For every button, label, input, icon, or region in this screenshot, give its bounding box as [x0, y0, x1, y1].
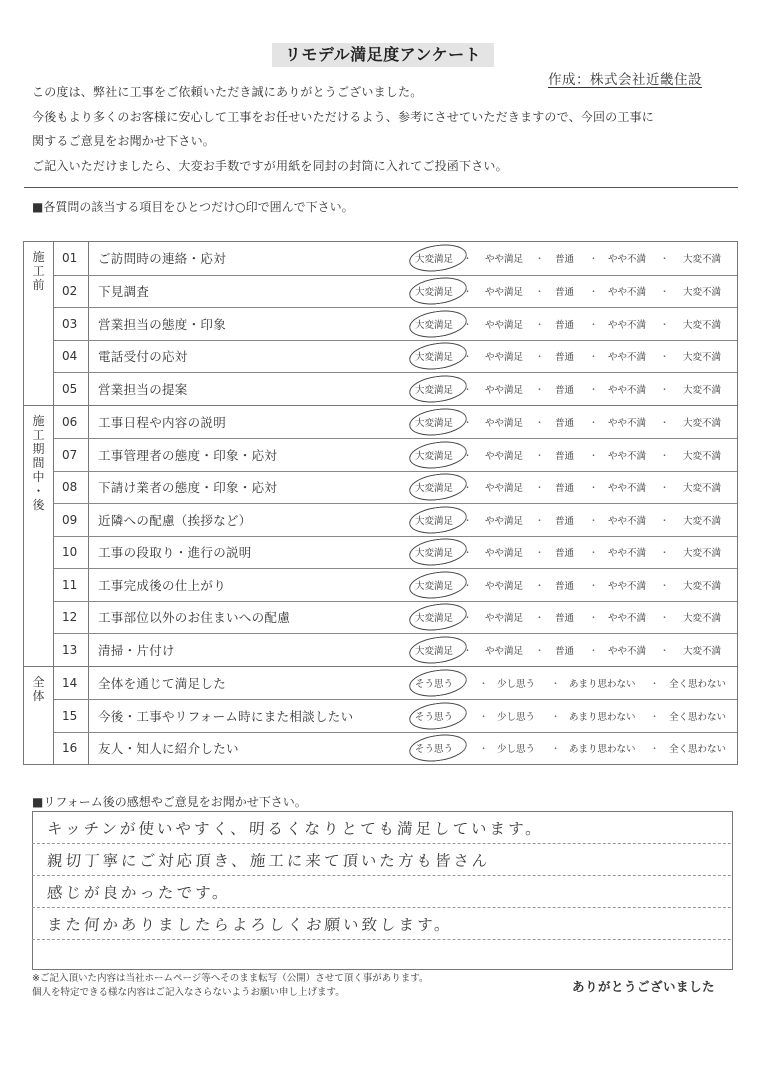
separator-dot: ・ — [463, 516, 473, 527]
separator-dot: ・ — [589, 385, 599, 396]
notice-line: ※ご記入頂いた内容は当社ホームページ等へそのまま転写（公開）させて頂く事があります。 — [32, 973, 429, 984]
separator-dot: ・ — [535, 418, 545, 429]
rating-option[interactable]: 普通 — [555, 319, 575, 331]
rating-option[interactable]: 大変不満 — [683, 450, 722, 462]
question-text: 全体を通じて満足した — [98, 675, 227, 691]
question-text: 工事完成後の仕上がり — [98, 577, 227, 593]
rating-options — [405, 667, 737, 700]
comments-heading: ■リフォーム後の感想やご意見をお聞かせ下さい。 — [32, 795, 307, 809]
separator-dot: ・ — [660, 581, 670, 592]
rating-option[interactable]: やや不満 — [608, 515, 647, 527]
separator-dot: ・ — [589, 548, 599, 559]
separator-dot: ・ — [535, 451, 545, 462]
rating-options — [405, 537, 737, 569]
question-number: 16 — [54, 733, 89, 765]
separator-dot: ・ — [660, 254, 670, 265]
rating-options — [405, 634, 737, 666]
comment-line[interactable]: キッチンが使いやすく、明るくなりとても満足しています。 — [32, 812, 733, 844]
separator-dot: ・ — [535, 320, 545, 331]
rating-option[interactable]: 大変満足 — [415, 450, 454, 462]
rating-option[interactable]: 大変満足 — [415, 287, 454, 299]
rating-option[interactable]: 大変不満 — [683, 580, 722, 592]
separator-dot: ・ — [589, 287, 599, 298]
separator-dot: ・ — [535, 385, 545, 396]
question-text: 営業担当の提案 — [98, 381, 188, 397]
rating-option[interactable]: 普通 — [555, 613, 575, 625]
question-number: 11 — [54, 569, 89, 601]
rating-option[interactable]: 大変不満 — [683, 515, 722, 527]
question-row — [54, 601, 737, 634]
question-number: 01 — [54, 242, 89, 275]
rating-option[interactable]: 大変不満 — [683, 645, 722, 657]
rating-option[interactable]: 普通 — [555, 580, 575, 592]
rating-option[interactable]: そう思う — [415, 711, 454, 723]
section-label-char: 期 — [32, 441, 45, 456]
separator-dot: ・ — [535, 254, 545, 265]
rating-option[interactable]: 普通 — [555, 352, 575, 364]
separator-dot: ・ — [660, 451, 670, 462]
rating-options — [405, 733, 737, 765]
separator-dot: ・ — [650, 744, 660, 755]
separator-dot: ・ — [650, 679, 660, 690]
separator-dot: ・ — [479, 679, 489, 690]
rating-options — [405, 504, 737, 536]
rating-option[interactable]: 大変満足 — [415, 515, 454, 527]
rating-option[interactable]: やや不満 — [608, 645, 647, 657]
separator-dot: ・ — [463, 352, 473, 363]
rating-option[interactable]: 少し思う — [497, 678, 536, 690]
rating-option[interactable]: 大変満足 — [415, 384, 454, 396]
separator-dot: ・ — [463, 385, 473, 396]
section-label-char: 中 — [32, 469, 45, 484]
rating-option[interactable]: 大変不満 — [683, 352, 722, 364]
question-number: 05 — [54, 373, 89, 405]
section-label — [24, 667, 54, 765]
question-number: 07 — [54, 439, 89, 471]
question-number: 10 — [54, 537, 89, 569]
rating-option[interactable]: 全く思わない — [669, 744, 727, 756]
separator-dot: ・ — [535, 581, 545, 592]
separator-dot: ・ — [650, 712, 660, 723]
rating-option[interactable]: やや満足 — [485, 548, 524, 560]
separator-dot: ・ — [589, 418, 599, 429]
question-number: 13 — [54, 634, 89, 666]
question-number: 09 — [54, 504, 89, 536]
separator-dot: ・ — [589, 451, 599, 462]
question-row — [54, 667, 737, 700]
survey-section — [24, 666, 737, 765]
section-label-char: 体 — [32, 688, 45, 703]
rating-option[interactable]: 大変不満 — [683, 417, 722, 429]
divider — [24, 187, 738, 188]
separator-dot: ・ — [535, 516, 545, 527]
separator-dot: ・ — [589, 320, 599, 331]
section-label-char: 後 — [32, 497, 45, 512]
question-row — [54, 699, 737, 732]
rating-option[interactable]: あまり思わない — [569, 711, 636, 723]
question-row — [54, 372, 737, 405]
question-text: 下見調査 — [98, 284, 150, 300]
separator-dot: ・ — [660, 418, 670, 429]
rating-option[interactable]: 大変満足 — [415, 254, 454, 266]
intro-line: 今後もより多くのお客様に安心して工事をお任せいただけるよう、参考にさせていただきますので、今回の工事に — [32, 109, 654, 124]
question-text: 工事の段取り・進行の説明 — [98, 545, 252, 561]
question-number: 15 — [54, 700, 89, 732]
rating-option[interactable]: 普通 — [555, 254, 575, 266]
question-row — [54, 471, 737, 504]
notice-line: 個人を特定できる様な内容はご記入なさらないようお願い申し上げます。 — [32, 987, 345, 998]
question-row — [54, 503, 737, 536]
separator-dot: ・ — [589, 613, 599, 624]
rating-options — [405, 472, 737, 504]
question-row — [54, 406, 737, 439]
rating-option[interactable]: そう思う — [415, 744, 454, 756]
rating-option[interactable]: やや満足 — [485, 645, 524, 657]
rating-option[interactable]: 大変満足 — [415, 580, 454, 592]
rating-options — [405, 439, 737, 471]
survey-table — [23, 241, 738, 765]
rating-option[interactable]: 普通 — [555, 384, 575, 396]
section-label-char: 工 — [32, 427, 45, 442]
section-label — [24, 406, 54, 666]
rating-option[interactable]: やや満足 — [485, 319, 524, 331]
rating-option[interactable]: 大変満足 — [415, 548, 454, 560]
rating-option[interactable]: 大変満足 — [415, 483, 454, 495]
comment-line[interactable]: 親切丁寧にご対応頂き、施工に来て頂いた方も皆さん — [32, 844, 733, 876]
question-text: 下請け業者の態度・印象・応対 — [98, 480, 278, 496]
separator-dot: ・ — [479, 744, 489, 755]
rating-option[interactable]: 大変不満 — [683, 319, 722, 331]
rating-options — [405, 308, 737, 340]
intro-text — [32, 80, 742, 178]
rating-option[interactable]: やや満足 — [485, 417, 524, 429]
section-label-char: 前 — [32, 278, 45, 292]
separator-dot: ・ — [463, 287, 473, 298]
section-label-char: 施 — [32, 413, 45, 428]
survey-section — [24, 242, 737, 405]
separator-dot: ・ — [589, 352, 599, 363]
separator-dot: ・ — [660, 352, 670, 363]
rating-option[interactable]: 少し思う — [497, 711, 536, 723]
rating-option[interactable]: 大変不満 — [683, 384, 722, 396]
rating-option[interactable]: 普通 — [555, 515, 575, 527]
separator-dot: ・ — [660, 516, 670, 527]
rating-option[interactable]: やや不満 — [608, 384, 647, 396]
separator-dot: ・ — [535, 646, 545, 657]
rating-option[interactable]: 普通 — [555, 645, 575, 657]
separator-dot: ・ — [463, 451, 473, 462]
separator-dot: ・ — [535, 352, 545, 363]
rating-option[interactable]: やや満足 — [485, 254, 524, 266]
rating-option[interactable]: やや不満 — [608, 254, 647, 266]
rating-options — [405, 276, 737, 308]
question-number: 02 — [54, 276, 89, 308]
rating-option[interactable]: 普通 — [555, 287, 575, 299]
question-text: 今後・工事やリフォーム時にまた相談したい — [98, 708, 354, 724]
comment-line[interactable]: また何かありましたらよろしくお願い致します。 — [32, 908, 733, 940]
rating-option[interactable]: 大変不満 — [683, 613, 722, 625]
rating-option[interactable]: 大変満足 — [415, 645, 454, 657]
section-label-char: 施 — [32, 250, 45, 264]
survey-section — [24, 405, 737, 666]
question-number: 08 — [54, 472, 89, 504]
rating-options — [405, 700, 737, 732]
rating-option[interactable]: 普通 — [555, 483, 575, 495]
rating-option[interactable]: 全く思わない — [669, 678, 727, 690]
separator-dot: ・ — [551, 712, 561, 723]
question-text: 清掃・片付け — [98, 642, 175, 658]
rating-option[interactable]: 普通 — [555, 548, 575, 560]
rating-options — [405, 242, 737, 275]
rating-option[interactable]: 大変満足 — [415, 352, 454, 364]
question-text: 工事管理者の態度・印象・応対 — [98, 447, 278, 463]
thanks-text: ありがとうございました — [572, 979, 716, 994]
separator-dot: ・ — [589, 254, 599, 265]
rating-option[interactable]: 少し思う — [497, 744, 536, 756]
section-label-char: ・ — [32, 483, 45, 498]
separator-dot: ・ — [551, 744, 561, 755]
rating-option[interactable]: そう思う — [415, 678, 454, 690]
separator-dot: ・ — [551, 679, 561, 690]
rating-option[interactable]: やや不満 — [608, 450, 647, 462]
section-label-char: 全 — [32, 674, 45, 689]
separator-dot: ・ — [535, 613, 545, 624]
separator-dot: ・ — [463, 320, 473, 331]
question-row — [54, 438, 737, 471]
rating-option[interactable]: やや満足 — [485, 352, 524, 364]
separator-dot: ・ — [660, 613, 670, 624]
question-row — [54, 633, 737, 666]
separator-dot: ・ — [660, 483, 670, 494]
separator-dot: ・ — [589, 483, 599, 494]
rating-option[interactable]: やや満足 — [485, 483, 524, 495]
rating-option[interactable]: 大変不満 — [683, 287, 722, 299]
section-label — [24, 242, 54, 405]
rating-option[interactable]: やや不満 — [608, 417, 647, 429]
rating-option[interactable]: 普通 — [555, 450, 575, 462]
separator-dot: ・ — [589, 516, 599, 527]
separator-dot: ・ — [660, 548, 670, 559]
instruction-text: ■各質問の該当する項目をひとつだけ○印で囲んで下さい。 — [32, 200, 354, 214]
separator-dot: ・ — [660, 646, 670, 657]
rating-option[interactable]: やや不満 — [608, 483, 647, 495]
question-number: 06 — [54, 406, 89, 439]
rating-options — [405, 341, 737, 373]
comment-line[interactable] — [32, 940, 733, 972]
question-number: 14 — [54, 667, 89, 700]
rating-option[interactable]: やや不満 — [608, 319, 647, 331]
question-text: 電話受付の応対 — [98, 349, 188, 365]
question-text: ご訪問時の連絡・応対 — [98, 251, 227, 267]
intro-line: ご記入いただけましたら、大変お手数ですが用紙を同封の封筒に入れてご投函下さい。 — [32, 158, 508, 173]
rating-option[interactable]: やや不満 — [608, 287, 647, 299]
rating-option[interactable]: 大変不満 — [683, 483, 722, 495]
separator-dot: ・ — [660, 320, 670, 331]
rating-option[interactable]: やや満足 — [485, 450, 524, 462]
question-text: 近隣への配慮（挨拶など） — [98, 512, 252, 528]
question-row — [54, 242, 737, 275]
question-text: 友人・知人に紹介したい — [98, 741, 239, 757]
question-number: 12 — [54, 602, 89, 634]
separator-dot: ・ — [463, 418, 473, 429]
separator-dot: ・ — [535, 548, 545, 559]
separator-dot: ・ — [660, 287, 670, 298]
rating-option[interactable]: やや満足 — [485, 384, 524, 396]
rating-option[interactable]: あまり思わない — [569, 744, 636, 756]
rating-options — [405, 406, 737, 439]
separator-dot: ・ — [589, 646, 599, 657]
separator-dot: ・ — [463, 581, 473, 592]
rating-option[interactable]: 大変不満 — [683, 548, 722, 560]
rating-option[interactable]: やや満足 — [485, 613, 524, 625]
rating-options — [405, 373, 737, 405]
section-label-char: 間 — [32, 455, 45, 470]
intro-line: この度は、弊社に工事をご依頼いただき誠にありがとうございました。 — [32, 85, 423, 99]
privacy-notice — [32, 972, 429, 1000]
separator-dot: ・ — [589, 581, 599, 592]
rating-option[interactable]: 大変満足 — [415, 319, 454, 331]
author-credit: 作成：株式会社近畿住設 — [548, 72, 702, 88]
separator-dot: ・ — [463, 613, 473, 624]
rating-options — [405, 602, 737, 634]
rating-option[interactable]: やや満足 — [485, 580, 524, 592]
rating-option[interactable]: やや不満 — [608, 580, 647, 592]
question-row — [54, 275, 737, 308]
question-row — [54, 536, 737, 569]
question-row — [54, 732, 737, 765]
comment-box[interactable] — [32, 811, 733, 970]
separator-dot: ・ — [535, 483, 545, 494]
question-text: 営業担当の態度・印象 — [98, 316, 227, 332]
intro-line: 関するご意見をお聞かせ下さい。 — [32, 134, 216, 148]
question-row — [54, 307, 737, 340]
separator-dot: ・ — [535, 287, 545, 298]
question-number: 03 — [54, 308, 89, 340]
separator-dot: ・ — [463, 548, 473, 559]
rating-option[interactable]: やや満足 — [485, 287, 524, 299]
rating-option[interactable]: 大変満足 — [415, 417, 454, 429]
rating-option[interactable]: あまり思わない — [569, 678, 636, 690]
rating-option[interactable]: 大変不満 — [683, 254, 722, 266]
rating-options — [405, 569, 737, 601]
question-row — [54, 340, 737, 373]
rating-option[interactable]: 普通 — [555, 417, 575, 429]
rating-option[interactable]: やや満足 — [485, 515, 524, 527]
separator-dot: ・ — [660, 385, 670, 396]
separator-dot: ・ — [479, 712, 489, 723]
rating-option[interactable]: やや不満 — [608, 352, 647, 364]
rating-option[interactable]: やや不満 — [608, 548, 647, 560]
rating-option[interactable]: 大変満足 — [415, 613, 454, 625]
rating-option[interactable]: 全く思わない — [669, 711, 727, 723]
rating-option[interactable]: やや不満 — [608, 613, 647, 625]
separator-dot: ・ — [463, 254, 473, 265]
question-text: 工事部位以外のお住まいへの配慮 — [98, 610, 291, 626]
section-label-char: 工 — [32, 264, 45, 278]
question-row — [54, 568, 737, 601]
survey-title: リモデル満足度アンケート — [272, 43, 494, 67]
question-text: 工事日程や内容の説明 — [98, 414, 227, 430]
separator-dot: ・ — [463, 646, 473, 657]
separator-dot: ・ — [463, 483, 473, 494]
comment-line[interactable]: 感じが良かったです。 — [32, 876, 733, 908]
question-number: 04 — [54, 341, 89, 373]
